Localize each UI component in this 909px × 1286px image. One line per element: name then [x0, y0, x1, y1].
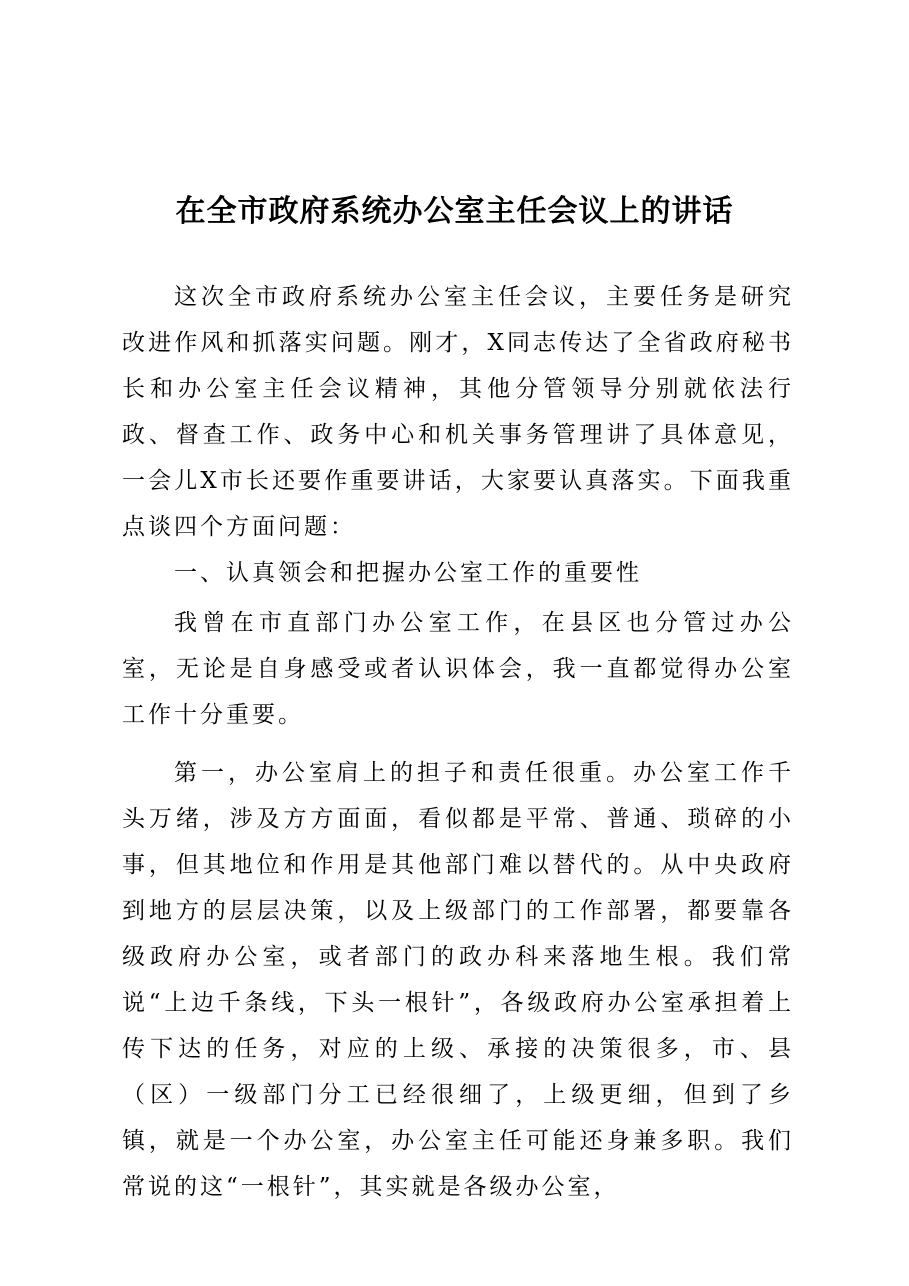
document-body [122, 274, 794, 1210]
document-title: 在全市政府系统办公室主任会议上的讲话 [175, 194, 734, 229]
section-heading: 一、认真领会和把握办公室工作的重要性 [174, 560, 642, 586]
paragraph-experience: 我曾在市直部门办公室工作，在县区也分管过办公室，无论是自身感受或者认识体会，我一直都觉得办公室工作十分重要。 [122, 610, 794, 728]
paragraph-intro: 这次全市政府系统办公室主任会议，主要任务是研究改进作风和抓落实问题。刚才，X同志传达了全省政府秘书长和办公室主任会议精神，其他分管领导分别就依法行政、督查工作、政务中心和机关事务管理讲了具体意见，一会儿X市长还要作重要讲话，大家要认真落实。下面我重点谈四个方面问题： [122, 284, 794, 540]
paragraph-first-point: 第一，办公室肩上的担子和责任很重。办公室工作千头万绪，涉及方方面面，看似都是平常、普通、琐碎的小事，但其地位和作用是其他部门难以替代的。从中央政府到地方的层层决策，以及上级部门的工作部署，都要靠各级政府办公室，或者部门的政办科来落地生根。我们常说“上边千条线，下头一根针”，各级政府办公室承担着上传下达的任务，对应的上级、承接的决策很多，市、县（区）一级部门分工已经很细了，上级更细，但到了乡镇，就是一个办公室，办公室主任可能还身兼多职。我们常说的这“一根针”，其实就是各级办公室， [122, 760, 794, 1200]
